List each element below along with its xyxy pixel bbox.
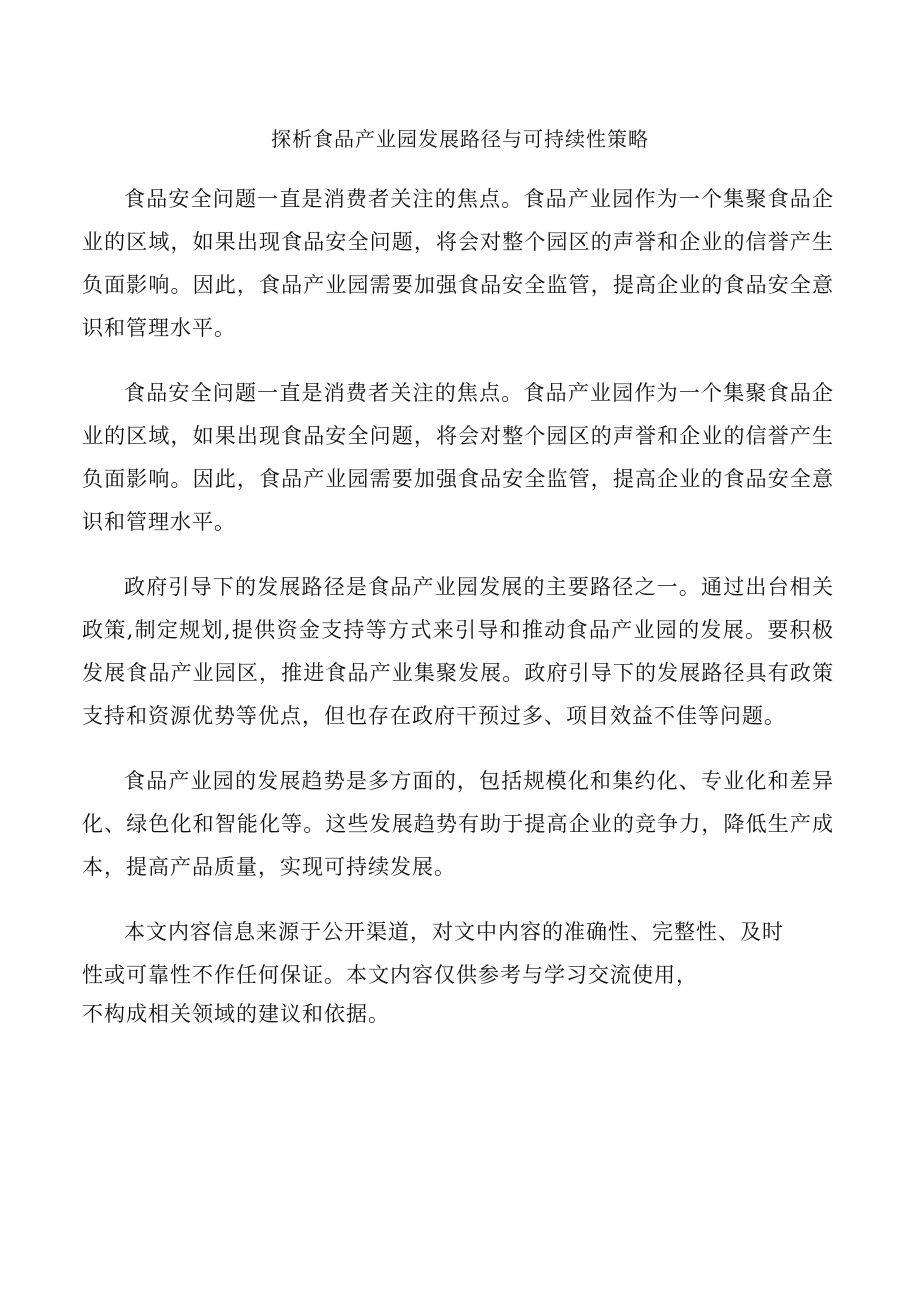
disclaimer-line-1: 本文内容信息来源于公开渠道，对文中内容的准确性、完整性、及时 [124,920,784,944]
disclaimer-line-2: 性或可靠性不作任何保证。本文内容仅供参考与学习交流使用， [82,963,698,987]
document-body [82,178,834,1032]
paragraph-development-trends: 食品产业园的发展趋势是多方面的，包括规模化和集约化、专业化和差异化、绿色化和智能化等。这些发展趋势有助于提高企业的竞争力，降低生产成本，提高产品质量，实现可持续发展。 [82,769,834,879]
paragraph-government-path: 政府引导下的发展路径是食品产业园发展的主要路径之一。通过出台相关政策,制定规划,提供资金支持等方式来引导和推动食品产业园的发展。要积极发展食品产业园区，推进食品产业集聚发展。政府引导下的发展路径具有政策支持和资源优势等优点，但也存在政府干预过多、项目效益不佳等问题。 [82,575,834,728]
document-title: 探析食品产业园发展路径与可持续性策略 [271,127,649,151]
paragraph-food-safety-1: 食品安全问题一直是消费者关注的焦点。食品产业园作为一个集聚食品企业的区域，如果出现食品安全问题，将会对整个园区的声誉和企业的信誉产生负面影响。因此，食品产业园需要加强食品安全监管，提高企业的食品安全意识和管理水平。 [82,187,834,340]
disclaimer-line-3: 不构成相关领域的建议和依据。 [82,1002,390,1026]
paragraph-food-safety-2: 食品安全问题一直是消费者关注的焦点。食品产业园作为一个集聚食品企业的区域，如果出现食品安全问题，将会对整个园区的声誉和企业的信誉产生负面影响。因此，食品产业园需要加强食品安全监管，提高企业的食品安全意识和管理水平。 [82,381,834,534]
disclaimer-paragraph [82,911,834,1032]
